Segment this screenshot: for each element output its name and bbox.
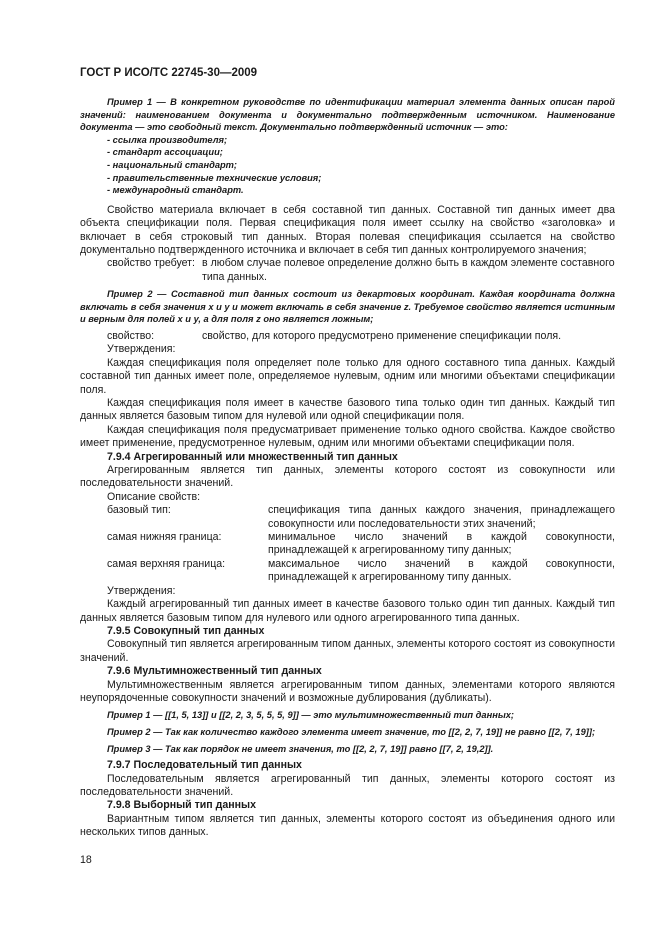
example-1-item: - ссылка производителя; [107, 134, 228, 145]
definition-term: свойство требует: [107, 257, 195, 270]
example-1-item: - международный стандарт. [107, 185, 244, 196]
assertions-label: Утверждения: [107, 343, 176, 356]
assertion-paragraph: Каждая спецификация поля имеет в качестве базового типа только один тип данных. Каждый тип данных является базовым типом для нулевой или одной спецификации поля. [80, 397, 615, 423]
definition-desc: в любом случае полевое определение должно быть в каждом элементе составного типа данных. [202, 257, 615, 283]
section-heading-7-9-8: 7.9.8 Выборный тип данных [107, 799, 256, 812]
property-definition [80, 504, 615, 531]
example-1: Пример 1 — В конкретном руководстве по идентификации материал элемента данных описан парой значений: наименованием документа и документально подтвержденным источником. Наименование документа — это свободный текст. Документально подтвержденный источник — это: [80, 97, 615, 133]
section-paragraph: Последовательным является агрегированный тип данных, элементы которого состоят из последовательности значений. [80, 772, 615, 798]
definition-term: базовый тип: [107, 504, 171, 517]
example-1-item: - правительственные технические условия; [107, 172, 322, 183]
section-heading-7-9-5: 7.9.5 Совокупный тип данных [107, 624, 265, 637]
assertion-paragraph: Каждая спецификация поля предусматривает применение только одного свойства. Каждое свойство имеет применение, предусмотренное нулевым, одним или многими объектами спецификации поля. [80, 423, 615, 450]
definition-term: свойство: [107, 329, 155, 342]
page-header: ГОСТ Р ИСО/ТС 22745-30—2009 [80, 67, 258, 79]
definition-requires [80, 257, 615, 284]
section-paragraph: Вариантным типом является тип данных, элементы которого состоят из объединения одного или нескольких типов данных. [80, 812, 615, 839]
assertion-paragraph: Каждый агрегированный тип данных имеет в качестве базового только один тип данных. Каждый тип данных является базовым типом для нулевого или одного агрегированного типа данных. [80, 598, 615, 624]
definition-desc: минимальное число значений в каждой совокупности, принадлежащей к агрегированному типу данных; [268, 531, 615, 557]
definition-term: самая верхняя граница: [107, 557, 226, 570]
example-2: Пример 2 — Составной тип данных состоит из декартовых координат. Каждая координата должна включать в себя значения x и y и может включать в себя значение z. Требуемое свойство является истинным и верным для полей x и y, а для поля z оно является ложным; [80, 289, 615, 325]
section-heading-7-9-6: 7.9.6 Мультимножественный тип данных [107, 665, 322, 678]
section-paragraph: Агрегированным является тип данных, элементы которого состоят из совокупности или последовательности значений. [80, 464, 615, 490]
example-1-item: - национальный стандарт; [107, 159, 238, 170]
assertions-label: Утверждения: [107, 584, 176, 597]
definition-property [80, 330, 615, 343]
multiset-example: Пример 2 — Так как количество каждого элемента имеет значение, то [[2, 2, 7, 19]] не равно [[2, 7, 19]]; [107, 726, 596, 737]
page-number: 18 [80, 854, 92, 866]
definition-desc: спецификация типа данных каждого значения, принадлежащего совокупности или последовательности этих значений; [268, 504, 615, 530]
paragraph-composite-type: Свойство материала включает в себя составной тип данных. Составной тип данных имеет два объекта спецификации поля. Первая спецификация поля имеет ссылку на свойство «заголовка» и включает в себя строковый тип данных. Вторая полевая спецификация ссылается на свойство документально подтвержденного источника и включает в себя тип данных контролируемого значения; [80, 203, 615, 256]
definition-desc: максимальное число значений в каждой совокупности, принадлежащей к агрегированному типу данных. [268, 557, 615, 584]
page-content [80, 96, 615, 840]
multiset-example: Пример 3 — Так как порядок не имеет значения, то [[2, 2, 7, 19]] равно [[7, 2, 19,2]]. [107, 743, 494, 754]
section-heading-7-9-7: 7.9.7 Последовательный тип данных [107, 759, 302, 772]
assertion-paragraph: Каждая спецификация поля определяет поле только для одного составного типа данных. Каждый составной тип данных имеет поле, определяемое нулевым, одним или многими объектами спецификации поля. [80, 356, 615, 396]
property-definition [80, 531, 615, 558]
section-heading-7-9-4: 7.9.4 Агрегированный или множественный тип данных [107, 450, 398, 463]
properties-label: Описание свойств: [107, 490, 201, 503]
property-definition [80, 558, 615, 585]
multiset-example: Пример 1 — [[1, 5, 13]] и [[2, 2, 3, 5, 5, 5, 9]] — это мультимножественный тип данных; [107, 710, 515, 721]
example-1-item: - стандарт ассоциации; [107, 147, 223, 158]
section-paragraph: Совокупный тип является агрегированным типом данных, элементы которого состоят из совокупности значений. [80, 638, 615, 664]
definition-term: самая нижняя граница: [107, 531, 222, 544]
definition-desc: свойство, для которого предусмотрено применение спецификации поля. [202, 329, 562, 342]
section-paragraph: Мультимножественным является агрегированным типом данных, элементами которого являются неупорядоченные совокупности значений и возможные дублирования (дубликаты). [80, 678, 615, 704]
